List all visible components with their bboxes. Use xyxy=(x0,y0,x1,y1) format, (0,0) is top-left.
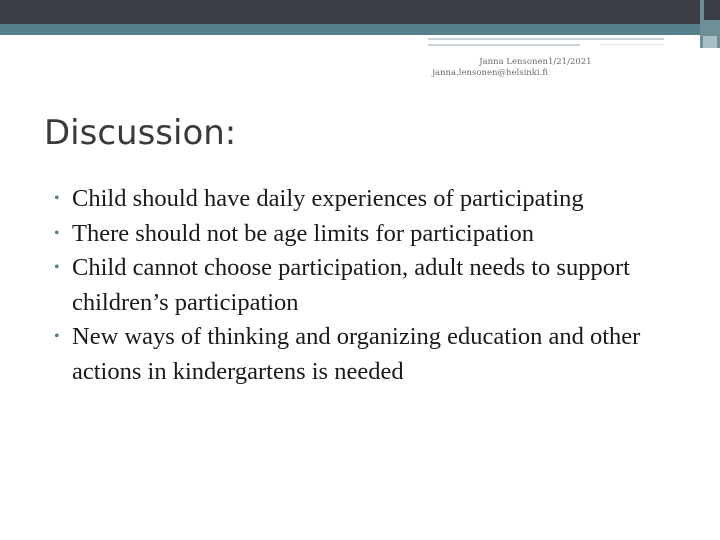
top-dark-bar xyxy=(0,0,700,24)
decorative-line xyxy=(600,44,664,45)
bullet-item xyxy=(50,217,700,252)
slide-title: Discussion: xyxy=(44,113,237,153)
decorative-line xyxy=(428,38,664,40)
bullet-text: Child should have daily experiences of participating xyxy=(72,185,584,212)
bullet-dot-icon: • xyxy=(54,190,60,207)
author-info xyxy=(420,57,548,79)
bullet-text: New ways of thinking and organizing education and other actions in kindergartens is needed xyxy=(72,323,641,385)
bullet-item xyxy=(50,251,700,320)
bullet-text: Child cannot choose participation, adult needs to support children’s participation xyxy=(72,254,630,316)
author-email: janna.lensonen@helsinki.fi xyxy=(432,68,548,78)
bullet-dot-icon: • xyxy=(54,328,60,345)
author-name: Janna Lensonen xyxy=(479,57,548,67)
bullet-dot-icon: • xyxy=(54,259,60,276)
corner-notch xyxy=(704,0,720,20)
bullet-dot-icon: • xyxy=(54,224,60,242)
slide-date: 1/21/2021 xyxy=(548,57,592,67)
bullet-item xyxy=(50,182,700,217)
top-accent-bar xyxy=(0,24,700,35)
bullet-text: There should not be age limits for participation xyxy=(72,219,534,247)
corner-highlight xyxy=(703,36,717,48)
bullet-item xyxy=(50,320,700,389)
decorative-line xyxy=(428,44,580,46)
bullet-list xyxy=(50,182,700,389)
